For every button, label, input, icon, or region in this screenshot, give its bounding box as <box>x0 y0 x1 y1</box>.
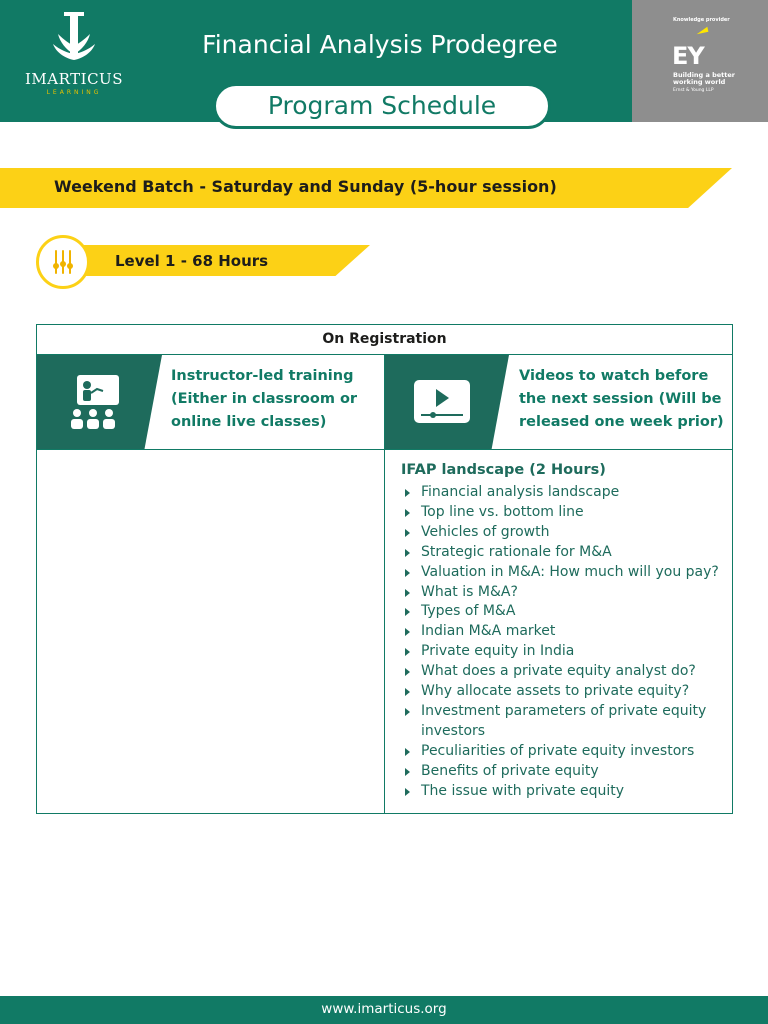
partner-tagline-line-2: working world <box>673 78 726 86</box>
topic-item: What does a private equity analyst do? <box>403 662 731 682</box>
column-header-videos <box>385 355 732 450</box>
footer-website[interactable]: www.imarticus.org <box>0 996 768 1024</box>
logo-emblem-icon <box>50 10 98 68</box>
partner-logo: EY <box>672 42 704 70</box>
topic-item: Investment parameters of private equity investors <box>403 702 731 742</box>
topic-item: Indian M&A market <box>403 622 731 642</box>
module-title: IFAP landscape (2 Hours) <box>401 462 606 478</box>
topic-item: Private equity in India <box>403 642 731 662</box>
logo-subtitle: LEARNING <box>46 89 102 96</box>
videos-column-content <box>385 450 732 813</box>
topic-item: Types of M&A <box>403 602 731 622</box>
column-header-line: the next session (Will be <box>519 391 722 407</box>
sliders-icon <box>49 248 77 276</box>
topic-item: What is M&A? <box>403 583 731 603</box>
partner-legal-name: Ernst & Young LLP <box>673 88 714 93</box>
ey-beam-icon <box>696 27 709 34</box>
column-header-text <box>171 365 381 434</box>
column-icon-panel <box>385 355 509 449</box>
level-badge <box>36 235 90 289</box>
batch-label: Weekend Batch - Saturday and Sunday (5-hour session) <box>54 177 557 196</box>
topic-list <box>403 483 731 802</box>
column-icon-panel <box>37 355 162 449</box>
instructor-column-content <box>37 450 385 813</box>
partner-tagline-line-1: Building a better <box>673 71 736 79</box>
column-header-line: released one week prior) <box>519 414 724 430</box>
topic-item: Vehicles of growth <box>403 523 731 543</box>
partner-tagline <box>673 72 735 86</box>
column-header-line: online live classes) <box>171 414 327 430</box>
partner-logo-box <box>632 0 768 122</box>
imarticus-logo <box>14 10 134 98</box>
column-header-line: Videos to watch before <box>519 368 709 384</box>
presentation-icon <box>67 373 123 431</box>
table-header: On Registration <box>37 325 732 355</box>
column-header-instructor <box>37 355 385 450</box>
column-header-line: Instructor-led training <box>171 368 354 384</box>
page-subtitle: Program Schedule <box>213 83 551 129</box>
schedule-table <box>36 324 733 814</box>
column-header-line: (Either in classroom or <box>171 391 358 407</box>
level-label: Level 1 - 68 Hours <box>115 252 269 270</box>
topic-item: Strategic rationale for M&A <box>403 543 731 563</box>
topic-item: Top line vs. bottom line <box>403 503 731 523</box>
logo-name: IMARTICUS <box>25 70 123 88</box>
column-header-text <box>519 365 729 434</box>
topic-item: Benefits of private equity <box>403 762 731 782</box>
topic-item: Financial analysis landscape <box>403 483 731 503</box>
topic-item: Why allocate assets to private equity? <box>403 682 731 702</box>
topic-item: The issue with private equity <box>403 782 731 802</box>
partner-top-label: Knowledge provider <box>673 17 730 23</box>
topic-item: Peculiarities of private equity investors <box>403 742 731 762</box>
topic-item: Valuation in M&A: How much will you pay? <box>403 563 731 583</box>
video-player-icon <box>413 379 473 425</box>
page-title: Financial Analysis Prodegree <box>202 30 558 59</box>
